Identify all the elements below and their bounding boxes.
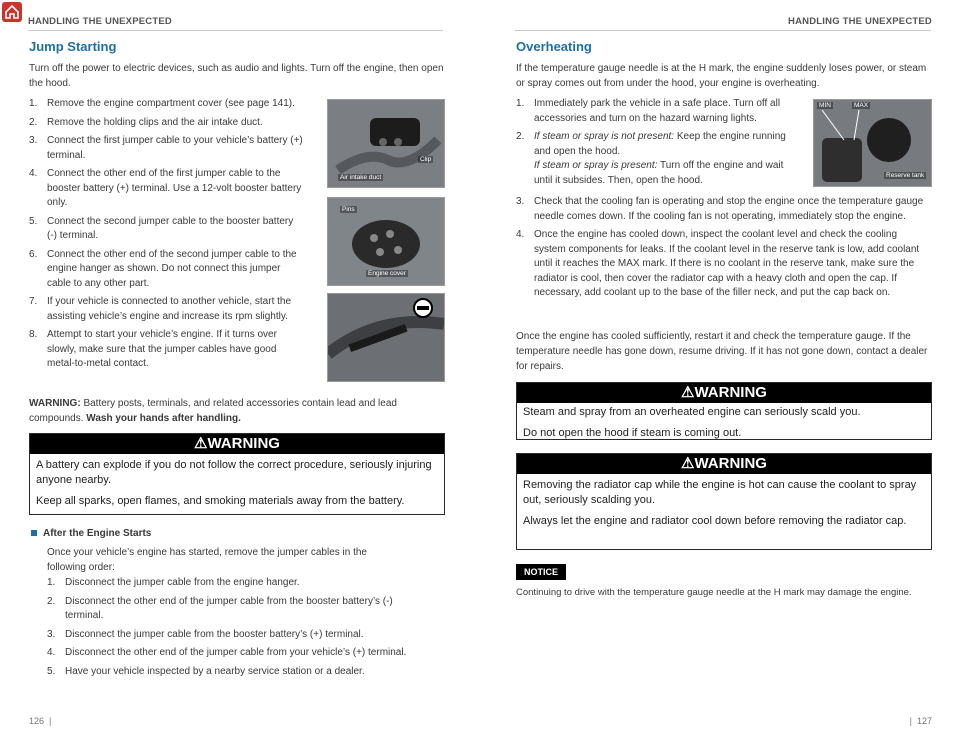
running-header-right: HANDLING THE UNEXPECTED bbox=[788, 16, 932, 27]
jump-step: 8. Attempt to start your vehicle’s engine. If it turns over slowly, make sure that the jumper cables have good metal-to-metal contact. bbox=[29, 329, 277, 369]
notice-label: NOTICE bbox=[516, 564, 566, 580]
warning-header: ⚠WARNING bbox=[30, 434, 444, 454]
jump-step: 3. Connect the first jumper cable to your vehicle’s battery (+) terminal. bbox=[29, 135, 303, 161]
header-rule-left bbox=[28, 30, 443, 31]
page-number-right: | 127 bbox=[909, 716, 932, 726]
overheat-steps-b bbox=[516, 195, 931, 305]
warning-text: Removing the radiator cap while the engine is hot can cause the coolant to spray out, seriously scalding you. bbox=[523, 479, 917, 506]
overheat-intro: If the temperature gauge needle is at the H mark, the engine suddenly loses power, or steam or spray comes out from under the hood, your engine is overheating. bbox=[516, 63, 927, 89]
jump-step: 5. Connect the second jumper cable to the booster battery (-) terminal. bbox=[29, 215, 294, 241]
home-icon[interactable] bbox=[2, 2, 22, 22]
warning-header: ⚠WARNING bbox=[517, 383, 931, 403]
jump-steps bbox=[29, 97, 304, 376]
overheat-steps-a bbox=[516, 97, 791, 192]
after-step: 4. Disconnect the other end of the jumper cable from your vehicle’s (+) terminal. bbox=[47, 647, 407, 658]
running-header-left: HANDLING THE UNEXPECTED bbox=[28, 16, 172, 27]
battery-warning-box bbox=[29, 433, 445, 515]
after-step: 1. Disconnect the jumper cable from the engine hanger. bbox=[47, 577, 300, 588]
section-title-jump-starting: Jump Starting bbox=[29, 39, 117, 54]
warning-text: Do not open the hood if steam is coming out. bbox=[523, 427, 742, 439]
after-start-steps bbox=[47, 576, 432, 683]
after-step: 5. Have your vehicle inspected by a nearby service station or a dealer. bbox=[47, 665, 365, 677]
engine-cover-photo: Pins Engine cover bbox=[327, 197, 445, 286]
after-start-intro: Once your vehicle’s engine has started, remove the jumper cables in the following order: bbox=[47, 547, 367, 573]
bullet-square-icon bbox=[31, 530, 37, 536]
overheat-step: 1. Immediately park the vehicle in a safe place. Turn off all accessories and turn on the hazard warning lights. bbox=[516, 98, 781, 124]
jump-step: 7. If your vehicle is connected to another vehicle, start the assisting vehicle’s engine and increase its rpm slightly. bbox=[29, 296, 292, 322]
warning-text: Always let the engine and radiator cool down before removing the radiator cap. bbox=[523, 515, 907, 527]
lead-caution: WARNING: Battery posts, terminals, and related accessories contain lead and lead compounds. Wash your hands after handling. bbox=[29, 398, 397, 424]
warning-text: A battery can explode if you do not follow the correct procedure, seriously injuring anyone nearby. bbox=[36, 459, 432, 486]
steam-warning-box bbox=[516, 382, 932, 440]
jump-step: 2. Remove the holding clips and the air intake duct. bbox=[29, 116, 263, 128]
overheat-outro: Once the engine has cooled sufficiently, restart it and check the temperature gauge. If the temperature needle has gone down, resume driving. If it has not gone down, contact a dealer for repairs. bbox=[516, 331, 928, 372]
radiator-warning-box bbox=[516, 453, 932, 550]
after-start-heading: After the Engine Starts bbox=[31, 528, 151, 539]
warning-text: Keep all sparks, open flames, and smoking materials away from the battery. bbox=[36, 495, 405, 507]
overheat-step: 2. If steam or spray is not present: Keep the engine running and open the hood. If steam or spray is present: Turn off the engine and wait until it subsides. Then, open the hood. bbox=[516, 131, 786, 186]
notice-text: Continuing to drive with the temperature gauge needle at the H mark may damage the engine. bbox=[516, 587, 912, 598]
warning-text: Steam and spray from an overheated engine can seriously scald you. bbox=[523, 406, 861, 418]
header-rule-right bbox=[515, 30, 931, 31]
page-number-left: 126 | bbox=[29, 716, 52, 726]
after-step: 3. Disconnect the jumper cable from the booster battery’s (+) terminal. bbox=[47, 628, 364, 640]
jump-step: 6. Connect the other end of the second jumper cable to the engine hanger as shown. Do not connect this jumper cable to any other part. bbox=[29, 248, 297, 289]
warning-header: ⚠WARNING bbox=[517, 454, 931, 474]
air-intake-duct-photo: Air intake duct Clip bbox=[327, 99, 445, 188]
jump-step: 1. Remove the engine compartment cover (see page 141). bbox=[29, 98, 295, 109]
reserve-tank-photo: MIN MAX Reserve tank bbox=[813, 99, 932, 187]
section-title-overheating: Overheating bbox=[516, 39, 592, 54]
after-step: 2. Disconnect the other end of the jumper cable from the booster battery’s (-) terminal. bbox=[47, 595, 393, 621]
engine-hanger-photo bbox=[327, 293, 445, 382]
overheat-step: 3. Check that the cooling fan is operating and stop the engine once the temperature gauge needle comes down. If the cooling fan is not operating, immediately stop the engine. bbox=[516, 196, 924, 222]
jump-step: 4. Connect the other end of the first jumper cable to the booster battery (+) terminal. Use a 12-volt booster battery only. bbox=[29, 168, 302, 208]
overheat-step: 4. Once the engine has cooled down, inspect the coolant level and check the cooling system components for leaks. If the coolant level in the reserve tank is low, add coolant until it reaches the MAX mark. If there is no coolant in the reserve tank, make sure the radiator is cool, then cover the radiator cap with a heavy cloth and open the cap. If necessary, add coolant up to the base of the filler neck, and put the cap back on. bbox=[516, 229, 920, 298]
jump-intro: Turn off the power to electric devices, such as audio and lights. Turn off the engine, then open the hood. bbox=[29, 63, 444, 89]
